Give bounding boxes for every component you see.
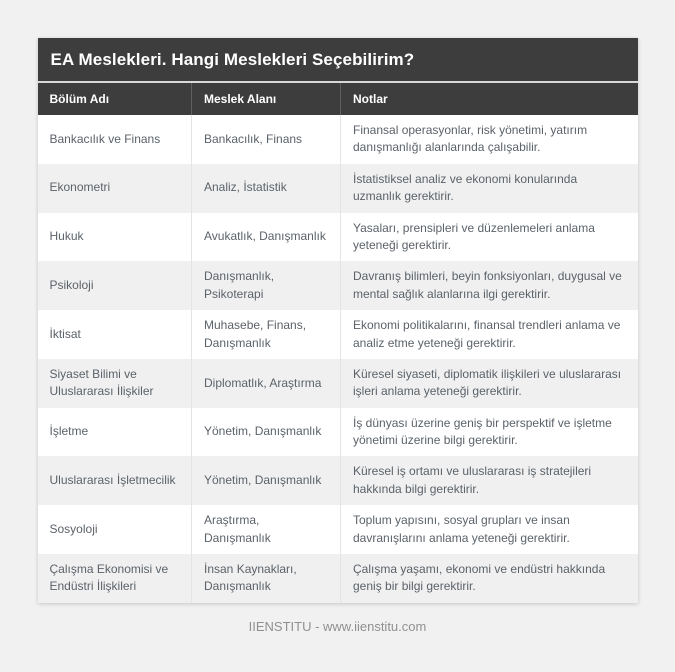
cell-meslek: Danışmanlık, Psikoterapi [192,261,341,310]
table-row [38,213,638,262]
cell-bolum: Uluslararası İşletmecilik [49,473,176,488]
cell-meslek: Analiz, İstatistik [192,164,341,213]
table-row [38,359,638,408]
cell-notlar: Yasaları, prensipleri ve düzenlemeleri anlama yeteneği gerektirir. [341,213,638,262]
cell-notlar: Davranış bilimleri, beyin fonksiyonları, duygusal ve mental sağlık alanlarına ilgi gerektirir. [341,261,638,310]
table-header [38,83,638,115]
cell-meslek: İnsan Kaynakları, Danışmanlık [192,554,341,603]
cell-bolum: Sosyoloji [49,521,98,536]
table-row [38,505,638,554]
table-row [38,310,638,359]
cell-bolum: Siyaset Bilimi ve Uluslararası İlişkiler [49,366,154,399]
cell-notlar: Ekonomi politikalarını, finansal trendleri anlama ve analiz etme yeteneği gerektirir. [341,310,638,359]
cell-meslek: Araştırma, Danışmanlık [192,505,341,554]
cell-meslek: Yönetim, Danışmanlık [192,456,341,505]
table-row [38,456,638,505]
professions-table-card [38,38,638,603]
cell-bolum: İktisat [49,326,81,341]
cell-notlar: Çalışma yaşamı, ekonomi ve endüstri hakkında geniş bir bilgi gerektirir. [341,554,638,603]
column-header-bolum-adi: Bölüm Adı [38,83,192,115]
column-header-notlar: Notlar [341,83,638,115]
column-header-meslek-alani: Meslek Alanı [192,83,341,115]
table-body [38,115,638,603]
cell-meslek: Avukatlık, Danışmanlık [192,213,341,262]
cell-bolum: Psikoloji [49,278,94,293]
cell-bolum: Hukuk [49,229,84,244]
cell-bolum: Çalışma Ekonomisi ve Endüstri İlişkileri [49,562,169,594]
cell-notlar: İş dünyası üzerine geniş bir perspektif ve işletme yönetimi üzerine bilgi gerektirir. [341,408,638,457]
table-row [38,261,638,310]
table-row [38,164,638,213]
cell-bolum: Ekonometri [49,180,111,195]
footer-credit: IIENSTITU - www.iienstitu.com [248,618,427,634]
professions-table [38,83,638,603]
cell-meslek: Bankacılık, Finans [192,115,341,164]
cell-meslek: Diplomatlık, Araştırma [192,359,341,408]
cell-notlar: Küresel siyaseti, diplomatik ilişkileri ve uluslararası işleri anlama yeteneği gerektirir. [341,359,638,408]
cell-notlar: İstatistiksel analiz ve ekonomi konularında uzmanlık gerektirir. [341,164,638,213]
cell-meslek: Yönetim, Danışmanlık [192,408,341,457]
page-title: EA Meslekleri. Hangi Meslekleri Seçebilirim? [38,38,638,83]
cell-bolum: İşletme [49,424,89,439]
table-header-row [38,83,638,115]
cell-notlar: Finansal operasyonlar, risk yönetimi, yatırım danışmanlığı alanlarında çalışabilir. [341,115,638,164]
cell-notlar: Küresel iş ortamı ve uluslararası iş stratejileri hakkında bilgi gerektirir. [341,456,638,505]
table-row [38,554,638,603]
table-row [38,408,638,457]
cell-notlar: Toplum yapısını, sosyal grupları ve insan davranışlarını anlama yeteneği gerektirir. [341,505,638,554]
table-row [38,115,638,164]
cell-bolum: Bankacılık ve Finans [49,131,161,146]
cell-meslek: Muhasebe, Finans, Danışmanlık [192,310,341,359]
